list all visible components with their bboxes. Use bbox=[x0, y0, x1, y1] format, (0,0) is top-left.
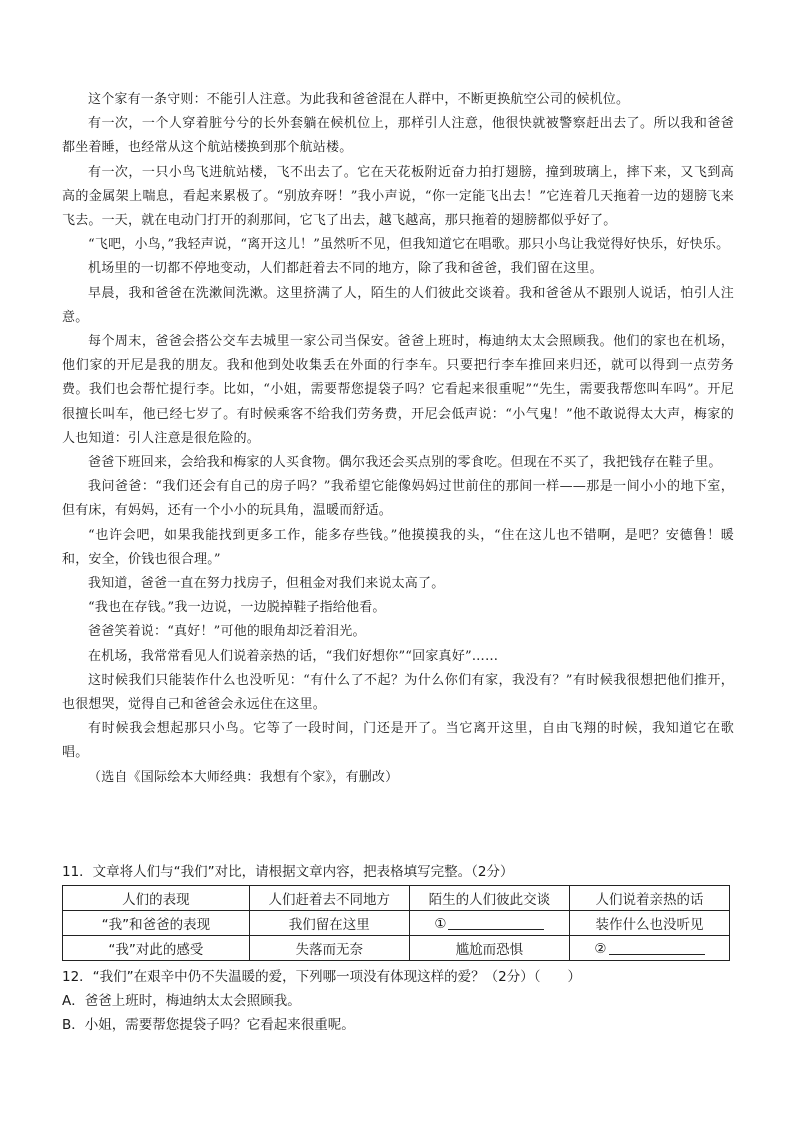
table-cell: 我们留在这里 bbox=[249, 911, 409, 936]
answer-blank[interactable] bbox=[448, 915, 544, 930]
comparison-table bbox=[62, 885, 730, 961]
answer-blank[interactable] bbox=[609, 940, 705, 955]
blank-number: ② bbox=[594, 940, 607, 957]
option-b[interactable]: B．小姐，需要帮您提袋子吗？它看起来很重呢。 bbox=[62, 1017, 355, 1033]
table-cell: “我”和爸爸的表现 bbox=[63, 911, 250, 936]
paragraph: 我问爸爸：“我们还会有自己的房子吗？”我希望它能像妈妈过世前住的那间一样——那是一间小小的地下室，但有床，有妈妈，还有一个小小的玩具角，温暖而舒适。 bbox=[62, 479, 734, 519]
paragraph: “飞吧，小鸟，”我轻声说，“离开这儿！”虽然听不见，但我知道它在唱歌。那只小鸟让我觉得好快乐，好快乐。 bbox=[88, 237, 730, 253]
table-cell: 装作什么也没听见 bbox=[569, 911, 729, 936]
reading-passage bbox=[62, 88, 734, 790]
table-row bbox=[63, 886, 730, 911]
table-cell: “我”对此的感受 bbox=[63, 936, 250, 961]
table-cell: 失落而无奈 bbox=[249, 936, 409, 961]
paragraph: 爸爸笑着说：“真好！”可他的眼角却泛着泪光。 bbox=[88, 624, 366, 640]
blank-number: ① bbox=[434, 915, 447, 932]
table-cell: 陌生的人们彼此交谈 bbox=[409, 886, 569, 911]
question-12-prompt: 12．“我们”在艰辛中仍不失温暖的爱，下列哪一项没有体现这样的爱？（2分）（ ） bbox=[62, 969, 582, 985]
blank-cell-1[interactable] bbox=[409, 911, 569, 936]
paragraph: 爸爸下班回来，会给我和梅家的人买食物。偶尔我还会买点别的零食吃。但现在不买了，我把钱存在鞋子里。 bbox=[88, 455, 722, 471]
paragraph: “也许会吧，如果我能找到更多工作，能多存些钱。”他摸摸我的头，“住在这儿也不错啊，是吧？安德鲁！暖和，安全，价钱也很合理。” bbox=[62, 527, 734, 567]
paragraph: “我也在存钱。”我一边说，一边脱掉鞋子指给他看。 bbox=[88, 600, 386, 616]
paragraph: 有一次，一个人穿着脏兮兮的长外套躺在候机位上，那样引人注意，他很快就被警察赶出去了。所以我和爸爸都坐着睡，也经常从这个航站楼换到那个航站楼。 bbox=[62, 116, 734, 156]
table-cell: 人们赶着去不同地方 bbox=[249, 886, 409, 911]
paragraph: 这个家有一条守则：不能引人注意。为此我和爸爸混在人群中，不断更换航空公司的候机位。 bbox=[88, 92, 630, 107]
paragraph: 早晨，我和爸爸在洗漱间洗漱。这里挤满了人，陌生的人们彼此交谈着。我和爸爸从不跟别人说话，怕引人注意。 bbox=[62, 285, 734, 325]
paragraph: 每个周末，爸爸会搭公交车去城里一家公司当保安。爸爸上班时，梅迪纳太太会照顾我。他们的家也在机场，他们家的开尼是我的朋友。我和他到处收集丢在外面的行李车。只要把行李车推回来归还，就可以得到一点劳务费。我们也会帮忙提行李。比如，“小姐，需要帮您提袋子吗？它看起来很重呢”“先生，需要我帮您叫车吗”。开尼很擅长叫车，他已经七岁了。有时候乘客不给我们劳务费，开尼会低声说：“小气鬼！”他不敢说得太大声，梅家的人也知道：引人注意是很危险的。 bbox=[62, 334, 734, 446]
option-a[interactable]: A．爸爸上班时，梅迪纳太太会照顾我。 bbox=[62, 993, 301, 1009]
table-cell: 人们的表现 bbox=[63, 886, 250, 911]
table-cell: 人们说着亲热的话 bbox=[569, 886, 729, 911]
paragraph: 在机场，我常常看见人们说着亲热的话，“我们好想你”“回家真好”…… bbox=[88, 648, 499, 664]
table-row bbox=[63, 936, 730, 961]
table-cell: 尴尬而恐惧 bbox=[409, 936, 569, 961]
paragraph: 机场里的一切都不停地变动，人们都赶着去不同的地方，除了我和爸爸，我们留在这里。 bbox=[88, 261, 603, 277]
paragraph: 有一次，一只小鸟飞进航站楼，飞不出去了。它在天花板附近奋力拍打翅膀，撞到玻璃上，摔下来，又飞到高高的金属架上喘息，看起来累极了。“别放弃呀！”我小声说，“你一定能飞出去！”它连着几天拖着一边的翅膀飞来飞去。一天，就在电动门打开的刹那间，它飞了出去，越飞越高，那只拖着的翅膀都似乎好了。 bbox=[62, 164, 734, 229]
paragraph: 有时候我会想起那只小鸟。它等了一段时间，门还是开了。当它离开这里，自由飞翔的时候，我知道它在歌唱。 bbox=[62, 721, 734, 761]
question-11-prompt: 11．文章将人们与“我们”对比，请根据文章内容，把表格填写完整。（2分） bbox=[62, 864, 514, 880]
blank-cell-2[interactable] bbox=[569, 936, 729, 961]
source-citation: （选自《国际绘本大师经典：我想有个家》，有删改） bbox=[88, 769, 399, 785]
paragraph: 这时候我们只能装作什么也没听见：“有什么了不起？为什么你们有家，我没有？”有时候我很想把他们推开，也很想哭，觉得自己和爸爸会永远住在这里。 bbox=[62, 672, 734, 713]
table-row bbox=[63, 911, 730, 936]
paragraph: 我知道，爸爸一直在努力找房子，但租金对我们来说太高了。 bbox=[88, 576, 445, 592]
